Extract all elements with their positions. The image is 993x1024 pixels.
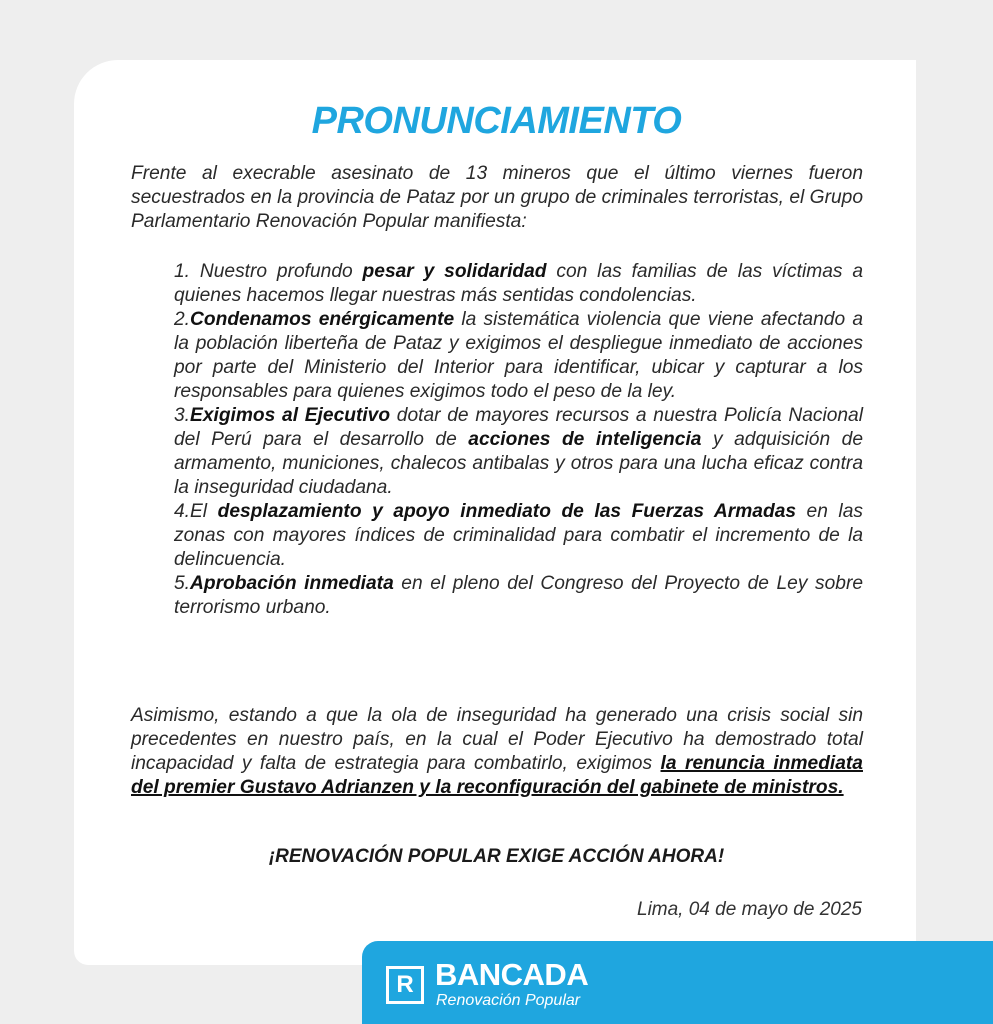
closing-paragraph xyxy=(131,704,863,800)
closing-emphasis: la renuncia inmediata del premier Gustavo Adrianzen y la reconfiguración del gabinete de ministros. xyxy=(131,753,863,798)
closing-text: Asimismo, estando a que la ola de inseguridad ha generado una crisis social sin precedentes en nuestro país, en la cual el Poder Ejecutivo ha demostrado total incapacidad y falta de estrategia para combatirlo, exigimos xyxy=(131,705,863,774)
demands-list xyxy=(174,260,863,620)
demand-item-2: 2.Condenamos enérgicamente la sistemática violencia que viene afectando a la población liberteña de Pataz y exigimos el despliegue inmediato de acciones por parte del Ministerio del Interior para identificar, ubicar y capturar a los responsables para quienes exigimos todo el peso de la ley. xyxy=(174,309,863,402)
demand-item-5: 5.Aprobación inmediata en el pleno del Congreso del Proyecto de Ley sobre terrorismo urbano. xyxy=(174,573,863,618)
demand-item-3: 3.Exigimos al Ejecutivo dotar de mayores recursos a nuestra Policía Nacional del Perú para el desarrollo de acciones de inteligencia y adquisición de armamento, municiones, chalecos antibalas y otros para una lucha eficaz contra la inseguridad ciudadana. xyxy=(174,405,863,498)
demand-item-4: 4.El desplazamiento y apoyo inmediato de las Fuerzas Armadas en las zonas con mayores índices de criminalidad para combatir el incremento de la delincuencia. xyxy=(174,501,863,570)
document-title: PRONUNCIAMIENTO xyxy=(311,100,682,142)
brand-subtitle: Renovación Popular xyxy=(436,992,581,1009)
intro-paragraph: Frente al execrable asesinato de 13 mineros que el último viernes fueron secuestrados en la provincia de Pataz por un grupo de criminales terroristas, el Grupo Parlamentario Renovación Popular manifiesta: xyxy=(131,163,863,232)
slogan: ¡RENOVACIÓN POPULAR EXIGE ACCIÓN AHORA! xyxy=(268,846,725,867)
date-line: Lima, 04 de mayo de 2025 xyxy=(637,899,862,920)
renovacion-logo-icon: R xyxy=(386,966,424,1004)
demand-item-1: 1. Nuestro profundo pesar y solidaridad con las familias de las víctimas a quienes hacemos llegar nuestras más sentidas condolencias. xyxy=(174,261,863,306)
brand-name: BANCADA xyxy=(435,957,589,992)
brand-footer xyxy=(362,941,993,1024)
